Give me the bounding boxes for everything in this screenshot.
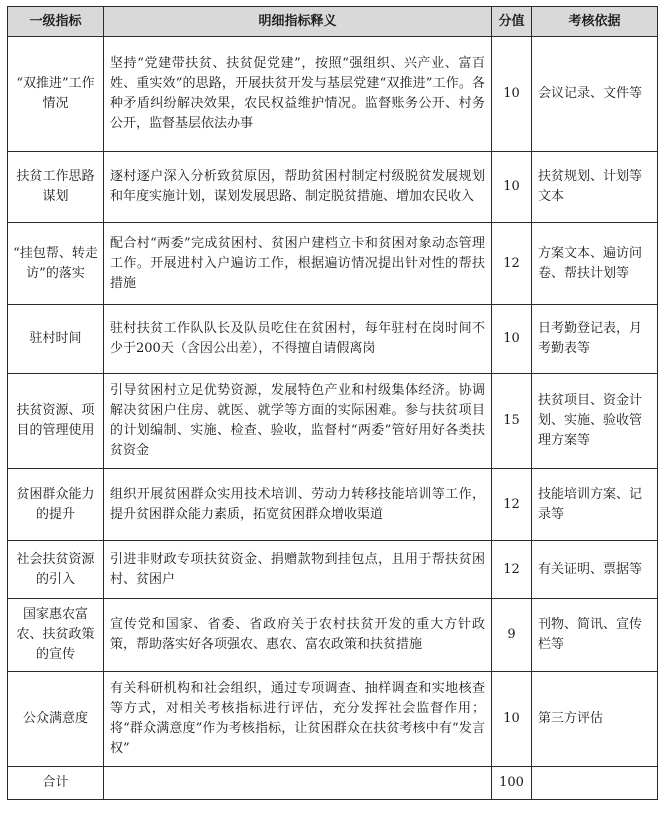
table-row [8,374,658,469]
row-indicator: 驻村时间 [8,305,104,374]
table-row [8,37,658,152]
indicator-table [7,6,658,800]
row-detail: 驻村扶贫工作队队长及队员吃住在贫困村，每年驻村在岗时间不少于200天（含因公出差），不得擅自请假离岗 [104,305,492,374]
row-score: 10 [492,305,532,374]
table-row [8,223,658,305]
row-indicator: 扶贫工作思路谋划 [8,152,104,223]
row-detail: 组织开展贫困群众实用技术培训、劳动力转移技能培训等工作，提升贫困群众能力素质，拓宽贫困群众增收渠道 [104,469,492,541]
header-indicator: 一级指标 [8,7,104,37]
row-detail: 坚持“党建带扶贫、扶贫促党建”，按照“强组织、兴产业、富百姓、重实效”的思路，开展扶贫开发与基层党建“双推进”工作。各种矛盾纠纷解决效果，农民权益维护情况。监督账务公开、村务公开，监督基层依法办事 [104,37,492,152]
row-score: 9 [492,599,532,672]
total-detail [104,767,492,800]
row-basis: 日考勤登记表，月考勤表等 [532,305,658,374]
row-indicator: 贫困群众能力的提升 [8,469,104,541]
table-header-row [8,7,658,37]
row-score: 10 [492,152,532,223]
row-score: 10 [492,672,532,767]
row-indicator: “双推进”工作情况 [8,37,104,152]
row-basis: 刊物、简讯、宣传栏等 [532,599,658,672]
row-basis: 会议记录、文件等 [532,37,658,152]
row-indicator: 社会扶贫资源的引入 [8,541,104,599]
indicator-table-container [7,6,657,800]
row-basis: 扶贫规划、计划等文本 [532,152,658,223]
total-score: 100 [492,767,532,800]
row-detail: 逐村逐户深入分析致贫原因，帮助贫困村制定村级脱贫发展规划和年度实施计划，谋划发展思路、制定脱贫措施、增加农民收入 [104,152,492,223]
row-indicator: 扶贫资源、项目的管理使用 [8,374,104,469]
table-row [8,599,658,672]
row-detail: 引进非财政专项扶贫资金、捐赠款物到挂包点，且用于帮扶贫困村、贫困户 [104,541,492,599]
row-score: 10 [492,37,532,152]
header-score: 分值 [492,7,532,37]
row-indicator: 公众满意度 [8,672,104,767]
row-detail: 引导贫困村立足优势资源，发展特色产业和村级集体经济。协调解决贫困户住房、就医、就学等方面的实际困难。参与扶贫项目的计划编制、实施、检查、验收，监督村“两委”管好用好各类扶贫资金 [104,374,492,469]
row-basis: 第三方评估 [532,672,658,767]
row-score: 12 [492,541,532,599]
total-label: 合计 [8,767,104,800]
row-basis: 扶贫项目、资金计划、实施、验收管理方案等 [532,374,658,469]
row-score: 15 [492,374,532,469]
row-detail: 配合村“两委”完成贫困村、贫困户建档立卡和贫困对象动态管理工作。开展进村入户遍访工作，根据遍访情况提出针对性的帮扶措施 [104,223,492,305]
row-score: 12 [492,469,532,541]
row-basis: 技能培训方案、记录等 [532,469,658,541]
total-row [8,767,658,800]
table-row [8,152,658,223]
table-row [8,469,658,541]
row-indicator: “挂包帮、转走访”的落实 [8,223,104,305]
row-basis: 方案文本、遍访问卷、帮扶计划等 [532,223,658,305]
row-basis: 有关证明、票据等 [532,541,658,599]
row-detail: 有关科研机构和社会组织，通过专项调查、抽样调查和实地核查等方式，对相关考核指标进行评估，充分发挥社会监督作用；将“群众满意度”作为考核指标，让贫困群众在扶贫考核中有“发言权” [104,672,492,767]
table-row [8,305,658,374]
row-indicator: 国家惠农富农、扶贫政策的宣传 [8,599,104,672]
table-row [8,672,658,767]
total-basis [532,767,658,800]
header-detail: 明细指标释义 [104,7,492,37]
header-basis: 考核依据 [532,7,658,37]
row-detail: 宣传党和国家、省委、省政府关于农村扶贫开发的重大方针政策，帮助落实好各项强农、惠农、富农政策和扶贫措施 [104,599,492,672]
row-score: 12 [492,223,532,305]
table-row [8,541,658,599]
